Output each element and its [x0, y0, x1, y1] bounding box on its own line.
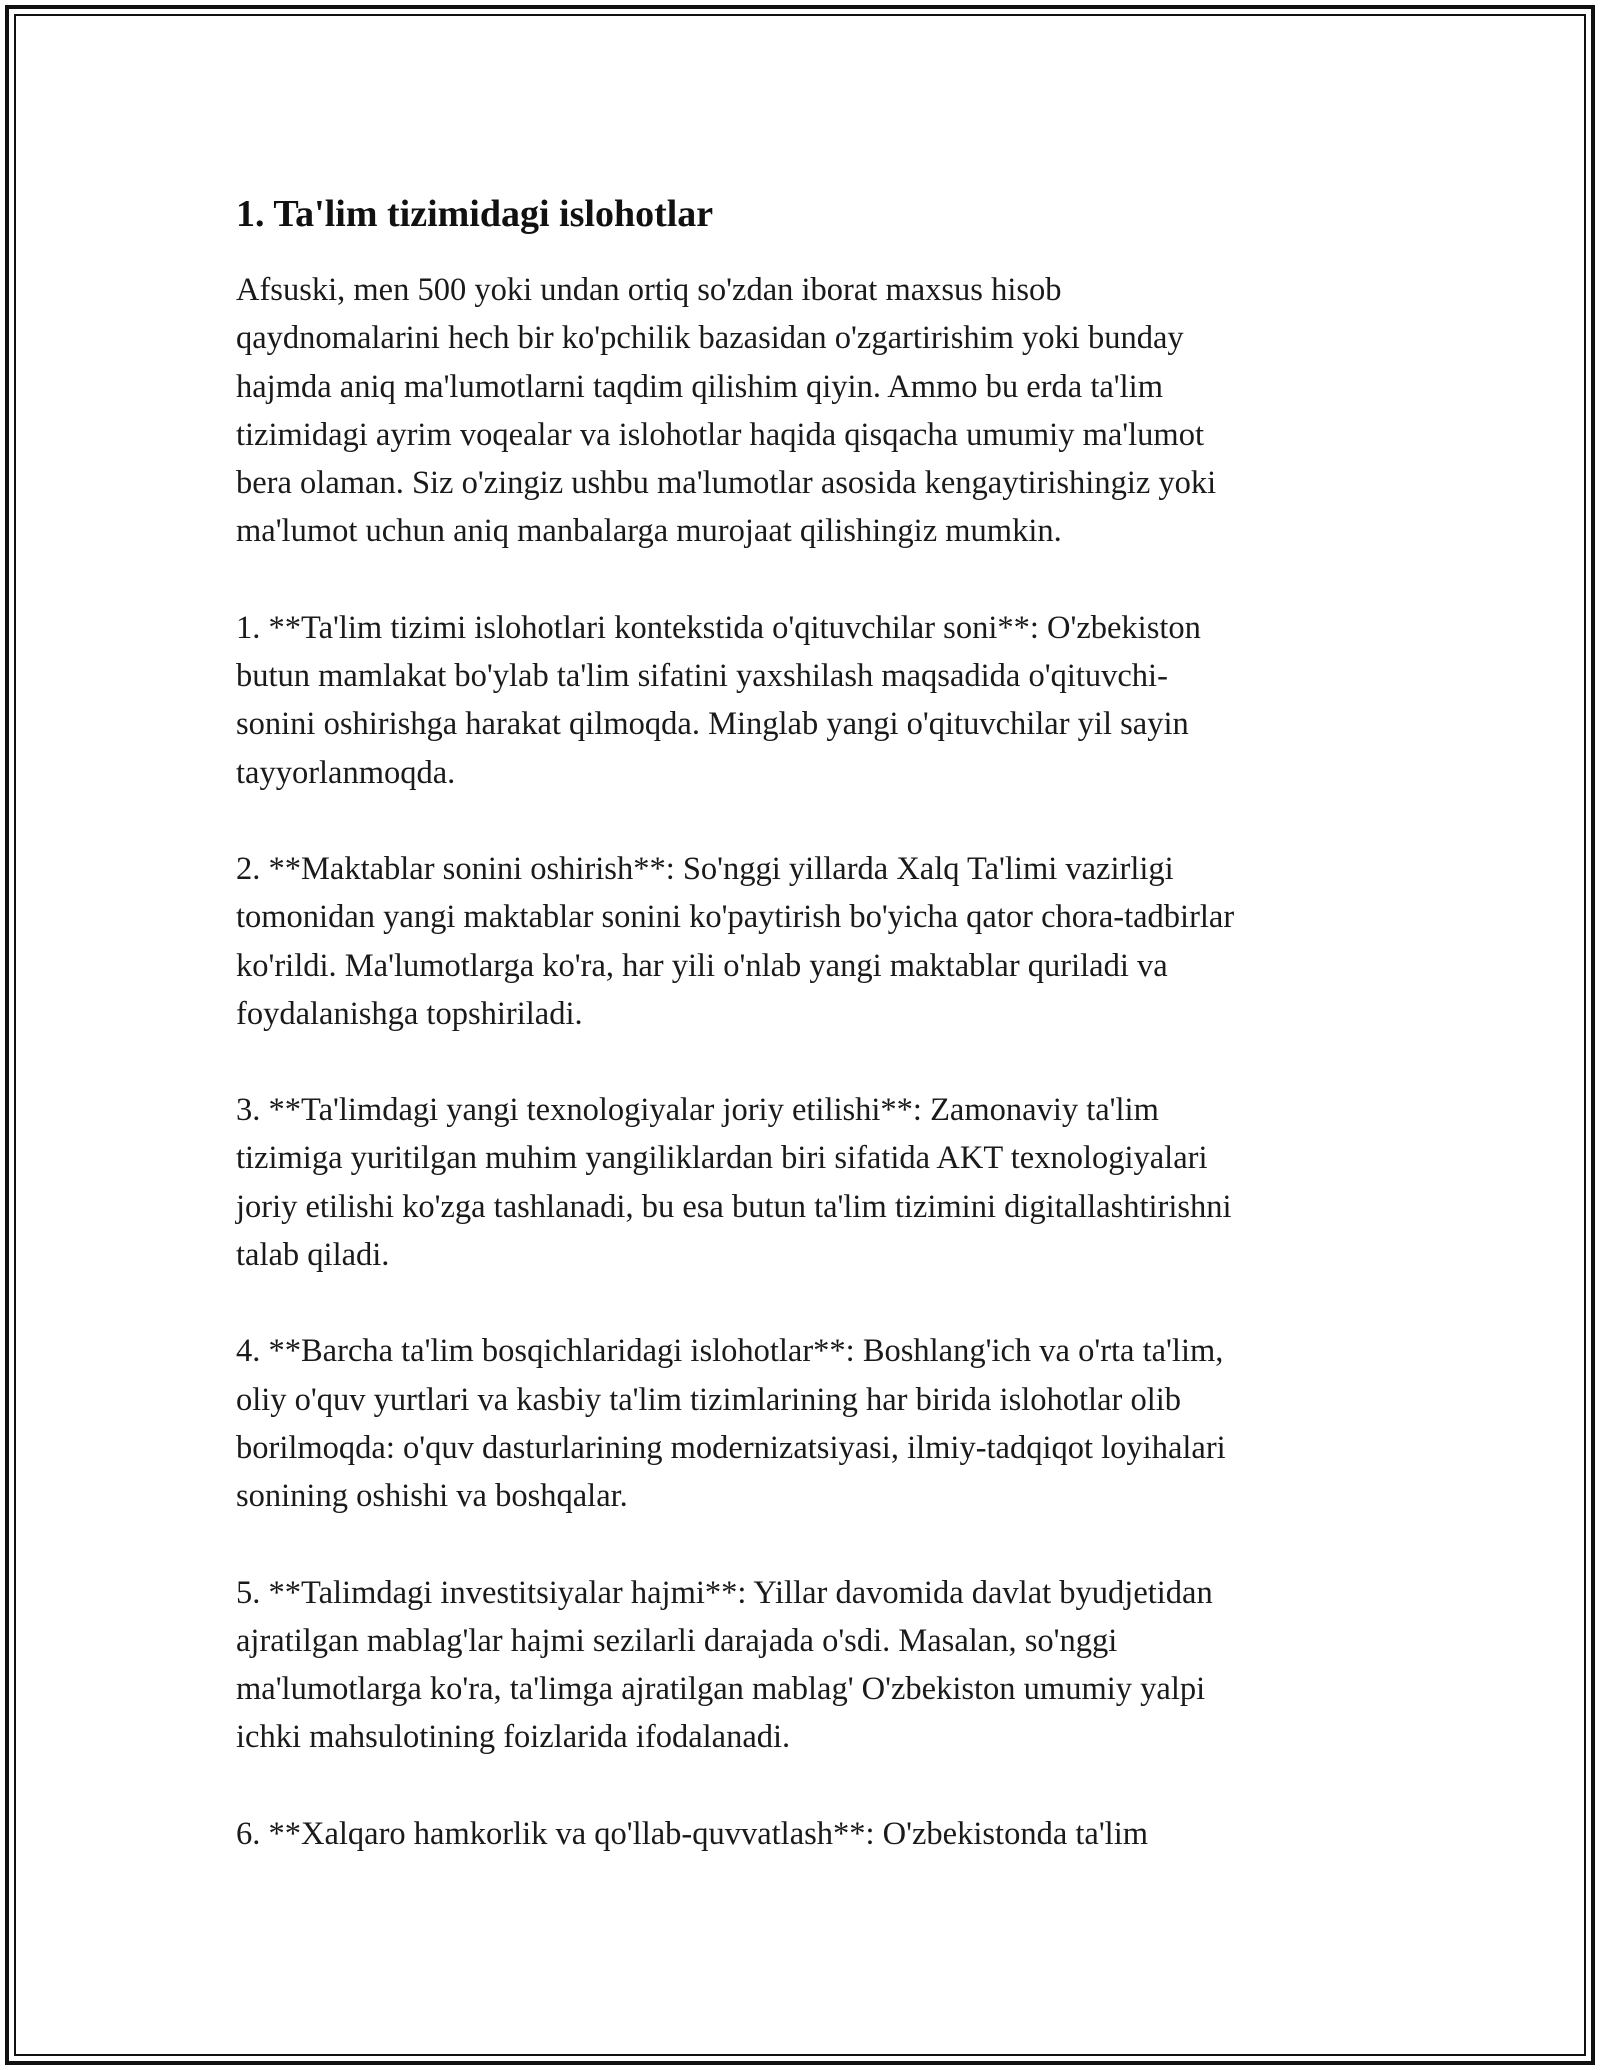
- text-line: sonining oshishi va boshqalar.: [236, 1478, 628, 1515]
- text-line: qaydnomalarini hech bir ko'pchilik bazasidan o'zgartirishim yoki bunday: [236, 320, 1184, 357]
- text-line: ichki mahsulotining foizlarida ifodalanadi.: [236, 1719, 791, 1756]
- text-line: 2. **Maktablar sonini oshirish**: So'nggi yillarda Xalq Ta'limi vazirligi: [236, 850, 1174, 887]
- paragraph-item-4: [236, 1327, 1386, 1520]
- text-line: borilmoqda: o'quv dasturlarining modernizatsiyasi, ilmiy-tadqiqot loyihalari: [236, 1429, 1226, 1466]
- document-body: [236, 188, 1386, 1906]
- text-line: 4. **Barcha ta'lim bosqichlaridagi islohotlar**: Boshlang'ich va o'rta ta'lim,: [236, 1333, 1224, 1370]
- text-line: hajmda aniq ma'lumotlarni taqdim qilishim qiyin. Ammo bu erda ta'lim: [236, 368, 1163, 405]
- paragraph-item-2: [236, 845, 1386, 1038]
- text-line: talab qiladi.: [236, 1237, 390, 1274]
- paragraph-intro: [236, 266, 1386, 556]
- text-line: foydalanishga topshiriladi.: [236, 995, 583, 1032]
- text-line: Afsuski, men 500 yoki undan ortiq so'zdan iborat maxsus hisob: [236, 272, 1062, 308]
- paragraph-item-6: [236, 1810, 1386, 1858]
- text-line: ma'lumot uchun aniq manbalarga murojaat qilishingiz mumkin.: [236, 513, 1062, 550]
- text-line: ajratilgan mablag'lar hajmi sezilarli darajada o'sdi. Masalan, so'nggi: [236, 1622, 1118, 1659]
- paragraph-item-1: [236, 604, 1386, 797]
- paragraph-item-3: [236, 1086, 1386, 1279]
- text-line: 3. **Ta'limdagi yangi texnologiyalar joriy etilishi**: Zamonaviy ta'lim: [236, 1092, 1159, 1129]
- document-title: 1. Ta'lim tizimidagi islohotlar: [236, 193, 714, 235]
- text-line: 1. **Ta'lim tizimi islohotlari kontekstida o'qituvchilar soni**: O'zbekiston: [236, 609, 1201, 646]
- text-line: ma'lumotlarga ko'ra, ta'limga ajratilgan mablag' O'zbekiston umumiy yalpi: [236, 1671, 1206, 1708]
- text-line: tizimidagi ayrim voqealar va islohotlar haqida qisqacha umumiy ma'lumot: [236, 416, 1204, 453]
- text-line: sonini oshirishga harakat qilmoqda. Minglab yangi o'qituvchilar yil sayin: [236, 706, 1189, 743]
- text-line: tayyorlanmoqda.: [236, 754, 456, 791]
- text-line: bera olaman. Siz o'zingiz ushbu ma'lumotlar asosida kengaytirishingiz yoki: [236, 465, 1217, 502]
- text-line: oliy o'quv yurtlari va kasbiy ta'lim tizimlarining har birida islohotlar olib: [236, 1381, 1182, 1418]
- text-line: 6. **Xalqaro hamkorlik va qo'llab-quvvatlash**: O'zbekistonda ta'lim: [236, 1815, 1149, 1852]
- text-line: tizimiga yuritilgan muhim yangiliklardan biri sifatida AKT texnologiyalari: [236, 1140, 1208, 1177]
- text-line: tomonidan yangi maktablar sonini ko'paytirish bo'yicha qator chora-tadbirlar: [236, 899, 1235, 936]
- text-line: butun mamlakat bo'ylab ta'lim sifatini yaxshilash maqsadida o'qituvchi-: [236, 658, 1168, 695]
- text-line: ko'rildi. Ma'lumotlarga ko'ra, har yili o'nlab yangi maktablar quriladi va: [236, 947, 1168, 984]
- paragraph-item-5: [236, 1569, 1386, 1762]
- text-line: joriy etilishi ko'zga tashlanadi, bu esa butun ta'lim tizimini digitallashtirishni: [236, 1188, 1232, 1225]
- text-line: 5. **Talimdagi investitsiyalar hajmi**: Yillar davomida davlat byudjetidan: [236, 1574, 1213, 1611]
